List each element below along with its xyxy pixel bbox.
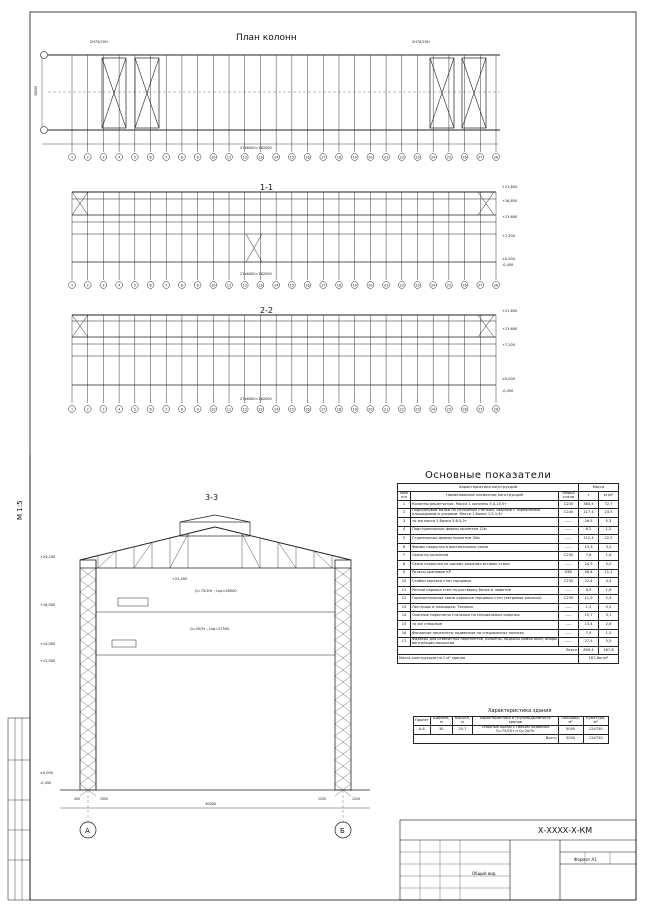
axis-a-label: А: [85, 827, 90, 835]
spec-cell-kg: 1,6: [599, 552, 619, 561]
spec-cell-t: 1,2: [579, 603, 599, 612]
spec-total-label: Всего: [398, 646, 579, 655]
s1-axis-label: 25: [446, 283, 451, 288]
spec-row: [398, 552, 619, 561]
spec-header-t: т: [579, 492, 599, 501]
s1-axis-label: 15: [289, 283, 294, 288]
plan-axis-label: 21: [383, 155, 389, 160]
spec-cell-n: 6: [398, 543, 411, 552]
spec-cell-kg: 3,1: [599, 612, 619, 621]
plan-axis-label: 27: [478, 155, 483, 160]
spec-header-steel: Марка стали: [559, 492, 579, 501]
spec-cell-n: 5: [398, 535, 411, 544]
building-title: Характеристика здания: [488, 708, 552, 714]
spec-header-num: №№ п/п: [398, 492, 411, 501]
spec-cell-t: 27,5: [579, 638, 599, 647]
s1-axis-label: 1: [70, 283, 74, 288]
s2-axis-label: 23: [415, 407, 420, 412]
plan-axis-label: 17: [321, 155, 326, 160]
s2-axis-label: 22: [399, 407, 404, 412]
spec-cell-steel: К60: [559, 569, 579, 578]
spec-cell-kg: 3,2: [599, 543, 619, 552]
plan-axis-label: 10: [211, 155, 216, 160]
spec-cell-kg: 23,5: [599, 509, 619, 518]
s3-elev-24: +24,200: [40, 555, 56, 559]
sheet-frame: [30, 12, 636, 900]
spec-cell-n: 13: [398, 603, 411, 612]
s1-axis-label: 5: [133, 283, 136, 288]
spec-cell-name: Лестницы и площадки. Техника: [411, 603, 559, 612]
spec-row: [398, 612, 619, 621]
spec-cell-t: 13,4: [579, 621, 599, 630]
plan-axis-label: 25: [446, 155, 451, 160]
section-1-title: 1-1: [260, 183, 274, 192]
s2-axis-label: 12: [242, 407, 247, 412]
s1-axis-label: 7: [165, 283, 168, 288]
s2-axis-label: 11: [226, 407, 232, 412]
s2-axis-label: 20: [368, 407, 373, 412]
s3-left-dim: 450: [74, 797, 81, 801]
s2-axis-label: 28: [493, 407, 499, 412]
s3-crane-1: Q=75/20т ; Lкр=28500: [195, 589, 237, 593]
plan-axis-label: 4: [118, 155, 121, 160]
s1-axis-label: 27: [478, 283, 483, 288]
s1-overall-dim: 27х6000=162000: [240, 272, 272, 276]
s1-elev-neg: -0,450: [502, 263, 514, 267]
s1-axis-label: 11: [226, 283, 232, 288]
spec-footer-label: Масса конструкции на 1 м² здания: [398, 655, 579, 664]
stamp-code: Х-ХХХХ-Х-КМ: [538, 826, 593, 835]
spec-header-name: Наименование элементов конструкций: [411, 492, 559, 501]
spec-cell-n: 17: [398, 638, 411, 647]
spec-cell-steel: С245: [559, 509, 579, 518]
plan-axis-label: 22: [399, 155, 404, 160]
building-cell: А-Б: [414, 726, 431, 735]
plan-axis-label: 2: [86, 155, 89, 160]
plan-axis-label: 8: [180, 155, 183, 160]
building-cell: 5000: [558, 726, 583, 735]
s2-axis-label: 17: [321, 407, 326, 412]
spec-cell-n: 1: [398, 500, 411, 509]
building-cell: Опорные краны с гибким подвесом Q=75/20т и Q=20/5т: [473, 726, 558, 735]
section-1-frame: [72, 192, 496, 262]
stamp-sheet-label: Общий вид: [472, 871, 496, 876]
title-block: [400, 820, 636, 900]
plan-axis-lines: [69, 55, 500, 160]
spec-footer-value: 167,8кг/м²: [579, 655, 619, 664]
spec-cell-steel: С235: [559, 578, 579, 587]
plan-callout-left: 2Н75/20Н: [90, 40, 108, 44]
spec-cell-name: Горизонтальные связи каркасов торцевых стен (ветровые раскосы): [411, 595, 559, 604]
spec-cell-t: 15,7: [579, 612, 599, 621]
s2-axis-label: 18: [336, 407, 342, 412]
spec-cell-n: 4: [398, 526, 411, 535]
spec-cell-steel: -----: [559, 586, 579, 595]
s1-axis-label: 18: [336, 283, 342, 288]
building-cell: 30: [430, 726, 452, 735]
plan-axis-label: 12: [242, 155, 247, 160]
spec-total-t: 899,4: [579, 646, 599, 655]
spec-cell-name: Рельсы крановые КР: [411, 569, 559, 578]
building-header: Характеристика и грузоподъемность кранов: [473, 717, 558, 726]
spec-header-group: Характеристика конструкций: [398, 484, 579, 492]
spec-cell-t: 8,9: [579, 586, 599, 595]
s2-axis-label: 25: [446, 407, 451, 412]
spec-cell-steel: -----: [559, 621, 579, 630]
plan-axis-label: 14: [274, 155, 279, 160]
s1-axis-label: 8: [180, 283, 183, 288]
s1-axis-label: 6: [149, 283, 152, 288]
stamp-sheet-format: Формат А1: [574, 857, 597, 862]
plan-axis-label: 3: [102, 155, 105, 160]
spec-cell-kg: 0,2: [599, 603, 619, 612]
spec-cell-t: 112,4: [579, 535, 599, 544]
s1-axis-label: 9: [196, 283, 199, 288]
building-header: Площадь, м²: [558, 717, 583, 726]
s3-elev-16: +16,000: [40, 603, 56, 607]
spec-cell-t: 7,8: [579, 552, 599, 561]
spec-cell-t: 26,5: [579, 517, 599, 526]
spec-cell-steel: -----: [559, 543, 579, 552]
spec-cell-steel: -----: [559, 612, 579, 621]
s2-elev-zero: ±0,000: [502, 377, 515, 381]
s1-axis-label: 19: [352, 283, 357, 288]
spec-cell-name: Оконные переплеты стальные на специальных опорных: [411, 612, 559, 621]
s3-elev-23: +23,400: [172, 577, 188, 581]
spec-cell-t: 6,2: [579, 526, 599, 535]
spec-cell-steel: С235: [559, 500, 579, 509]
building-header: Ширина, м: [430, 717, 452, 726]
plan-width-dim: 30000: [34, 85, 38, 96]
spec-cell-name: Стойки каркаса стен торцевые: [411, 578, 559, 587]
spec-cell-kg: 1,5: [599, 629, 619, 638]
s1-axis-label: 28: [493, 283, 499, 288]
s2-overall-dim: 27х6000=162000: [240, 397, 272, 401]
plan-axis-b-marker: [41, 52, 48, 59]
spec-cell-t: 56,4: [579, 569, 599, 578]
spec-cell-t: 15,3: [579, 543, 599, 552]
spec-cell-kg: 2,6: [599, 621, 619, 630]
s2-axis-label: 21: [383, 407, 389, 412]
s1-axis-label: 3: [102, 283, 105, 288]
s1-axis-label: 22: [399, 283, 404, 288]
binding-strip: [8, 718, 30, 900]
section-1-axis-lines: [69, 192, 500, 288]
building-total-area: 5000: [558, 735, 583, 744]
spec-cell-kg: 4,4: [599, 578, 619, 587]
s2-axis-label: 24: [431, 407, 436, 412]
spec-cell-steel: -----: [559, 526, 579, 535]
spec-cell-name: Фермы покрытия в вертикальные связи: [411, 543, 559, 552]
s2-axis-label: 4: [118, 407, 121, 412]
spec-row: [398, 526, 619, 535]
s3-mid-left-dim: 1500: [100, 797, 109, 801]
section-2-frame: [72, 315, 496, 385]
spec-cell-steel: -----: [559, 603, 579, 612]
plan-overall-dim: 27х6000=162000: [240, 146, 272, 150]
plan-axis-label: 23: [415, 155, 420, 160]
spec-row: [398, 586, 619, 595]
spec-cell-steel: -----: [559, 638, 579, 647]
spec-cell-name: Фахверк для отвесистых переплетов, колонны, подкосы рамок окон, опоры вентиляции покрытия: [412, 637, 557, 646]
s1-axis-label: 24: [431, 283, 436, 288]
spec-cell-steel: -----: [559, 560, 579, 569]
spec-row: [398, 621, 619, 630]
s2-axis-label: 8: [180, 407, 183, 412]
s1-elev-mid1: +16,850: [502, 199, 518, 203]
spec-row: [398, 560, 619, 569]
spec-cell-t: 24,9: [579, 560, 599, 569]
plan-axis-label: 9: [196, 155, 199, 160]
spec-cell-n: 8: [398, 560, 411, 569]
spec-cell-kg: 1,2: [599, 526, 619, 535]
spec-cell-kg: 11,1: [599, 569, 619, 578]
spec-row: [398, 509, 619, 518]
s2-axis-label: 14: [274, 407, 279, 412]
spec-cell-kg: 22,5: [599, 535, 619, 544]
s3-elev-neg: -0,450: [40, 781, 52, 785]
s2-axis-label: 1: [70, 407, 74, 412]
column-plan: [42, 55, 500, 144]
spec-cell-n: 12: [398, 595, 411, 604]
s2-axis-label: 19: [352, 407, 357, 412]
spec-cell-kg: 5,3: [599, 517, 619, 526]
spec-table: [397, 483, 619, 664]
building-cell: 25,7: [452, 726, 472, 735]
section-2-title: 2-2: [260, 306, 274, 315]
spec-cell-kg: 72,7: [599, 500, 619, 509]
spec-cell-t: 11,9: [579, 595, 599, 604]
spec-header-kg: кг/м²: [599, 492, 619, 501]
spec-row: [398, 569, 619, 578]
spec-title: Основные показатели: [425, 470, 552, 481]
s1-elev-mid2: +13,600: [502, 215, 518, 219]
plan-axis-label: 6: [149, 155, 152, 160]
building-total-label: Всего: [414, 735, 559, 744]
spec-row: [398, 603, 619, 612]
plan-axis-label: 7: [165, 155, 168, 160]
s2-axis-label: 6: [149, 407, 152, 412]
s1-axis-label: 16: [305, 283, 310, 288]
building-table: [413, 716, 609, 744]
spec-cell-n: 9: [398, 569, 411, 578]
s1-axis-label: 26: [462, 283, 467, 288]
s2-axis-label: 15: [289, 407, 294, 412]
s2-axis-label: 16: [305, 407, 310, 412]
s1-elev-top: +21,850: [502, 185, 518, 189]
section-3-frame: [60, 515, 370, 822]
spec-cell-kg: 2,4: [599, 595, 619, 604]
spec-cell-name: Связи по колоннам: [411, 552, 559, 561]
s2-elev-mid2: +13,600: [502, 327, 518, 331]
spec-cell-steel: С235: [559, 552, 579, 561]
s1-axis-label: 21: [383, 283, 389, 288]
spec-cell-n: 3: [398, 517, 411, 526]
spec-cell-name: Подкрановые балки по сплошным стенкам, сварные с тормозными площадками и упорами. Масса 1 балки 1,5-1,4т: [411, 509, 559, 518]
spec-cell-steel: -----: [559, 629, 579, 638]
plan-axis-label: 28: [493, 155, 499, 160]
plan-axis-label: 13: [258, 155, 263, 160]
s1-axis-label: 17: [321, 283, 326, 288]
spec-row: [398, 535, 619, 544]
spec-cell-n: 11: [398, 586, 411, 595]
spec-row: [398, 595, 619, 604]
spec-cell-t: 117,4: [579, 509, 599, 518]
spec-cell-kg: 1,8: [599, 586, 619, 595]
section-2-axis-lines: [69, 315, 500, 412]
spec-row: [398, 517, 619, 526]
building-header: Пролет: [414, 717, 431, 726]
spec-cell-name: Фонарные переплеты подвесные на специальных полосах: [411, 629, 559, 638]
spec-cell-name: то же створные: [411, 621, 559, 630]
spec-cell-steel: -----: [559, 535, 579, 544]
spec-cell-name: Связи покрытия по одному решения вставок стали: [411, 560, 559, 569]
s2-axis-label: 3: [102, 407, 105, 412]
plan-callout-right: 2Н75/20Н: [412, 40, 430, 44]
s1-axis-label: 10: [211, 283, 216, 288]
spec-row: [398, 543, 619, 552]
s2-elev-top: +21,850: [502, 309, 518, 313]
s3-elev-zero: ±0,000: [40, 771, 53, 775]
s2-axis-label: 2: [86, 407, 89, 412]
building-total-volume: 124750: [583, 735, 608, 744]
spec-cell-n: 16: [398, 629, 411, 638]
spec-cell-kg: 5,0: [599, 560, 619, 569]
s2-axis-label: 7: [165, 407, 168, 412]
plan-axis-label: 20: [368, 155, 373, 160]
building-header: Высота, м: [452, 717, 472, 726]
scale-mark: М 1:5: [16, 500, 24, 520]
s2-axis-label: 9: [196, 407, 199, 412]
spec-header-mass: Масса: [579, 484, 619, 492]
s3-elev-14: +14,000: [40, 642, 56, 646]
spec-cell-kg: 5,5: [599, 638, 619, 647]
s1-elev-zero: ±0,000: [502, 257, 515, 261]
plan-axis-label: 24: [431, 155, 436, 160]
plan-axis-label: 1: [70, 155, 74, 160]
plan-axis-label: 15: [289, 155, 294, 160]
building-header: Кубатура, м³: [583, 717, 608, 726]
spec-cell-t: 22,4: [579, 578, 599, 587]
plan-axis-label: 26: [462, 155, 467, 160]
spec-cell-steel: -----: [559, 517, 579, 526]
spec-row: [398, 578, 619, 587]
spec-cell-name: Подстропильные фермы пролетом 12м: [411, 526, 559, 535]
plan-axis-a-marker: [41, 127, 48, 134]
spec-cell-n: 15: [398, 621, 411, 630]
plan-axis-label: 18: [336, 155, 342, 160]
spec-row: [398, 638, 619, 647]
plan-axis-label: 5: [133, 155, 136, 160]
s2-elev-neg: -0,450: [502, 389, 514, 393]
s3-mid-right-dim: 1250: [318, 797, 327, 801]
s1-axis-label: 12: [242, 283, 247, 288]
s2-axis-label: 26: [462, 407, 467, 412]
spec-cell-name: Стропильные фермы пролетом 30м: [411, 535, 559, 544]
s1-axis-label: 23: [415, 283, 420, 288]
spec-cell-steel: С235: [559, 595, 579, 604]
spec-cell-n: 2: [398, 509, 411, 518]
spec-cell-n: 10: [398, 578, 411, 587]
s1-axis-label: 4: [118, 283, 121, 288]
s3-right-dim: 1250: [352, 797, 361, 801]
section-3-title: 3-3: [205, 493, 219, 502]
s2-axis-label: 27: [478, 407, 483, 412]
plan-title: План колонн: [236, 33, 297, 43]
plan-axis-label: 19: [352, 155, 357, 160]
s3-crane-2: Q=20/5т ; Lкр=27500: [190, 627, 230, 631]
s2-axis-label: 10: [211, 407, 216, 412]
building-cell: 124750: [583, 726, 608, 735]
s1-axis-label: 20: [368, 283, 373, 288]
s1-elev-low: +7,200: [502, 234, 515, 238]
spec-total-kg: 167,8: [599, 646, 619, 655]
s3-span-dim: 30000: [205, 802, 217, 806]
axis-b-label: Б: [340, 827, 345, 835]
spec-cell-n: 7: [398, 552, 411, 561]
plan-axis-label: 16: [305, 155, 310, 160]
spec-cell-n: 14: [398, 612, 411, 621]
s3-elev-12: +12,000: [40, 659, 56, 663]
spec-cell-name: то же масса 1 балки 3,6-5,2т: [411, 517, 559, 526]
s2-axis-label: 5: [133, 407, 136, 412]
spec-cell-name: Колонны решетчатые. Масса 1 колонны 5,4-10,5т: [411, 500, 559, 509]
s1-axis-label: 2: [86, 283, 89, 288]
spec-cell-name: Ригели каркаса стен по ростверку балок и лафетов: [411, 586, 559, 595]
spec-cell-t: 7,5: [579, 629, 599, 638]
spec-cell-t: 363,4: [579, 500, 599, 509]
plan-axis-label: 11: [226, 155, 232, 160]
s2-axis-label: 13: [258, 407, 263, 412]
s1-axis-label: 13: [258, 283, 263, 288]
s2-elev-low: +7,200: [502, 343, 515, 347]
s1-axis-label: 14: [274, 283, 279, 288]
